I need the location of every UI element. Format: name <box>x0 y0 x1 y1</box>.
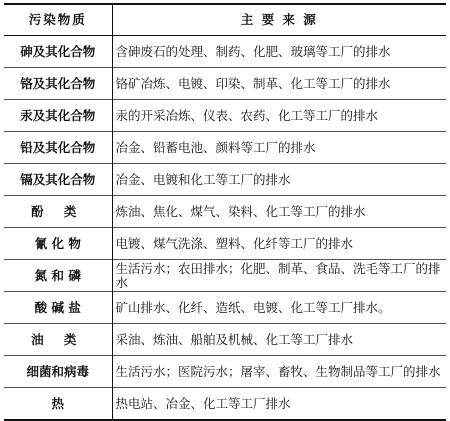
header-row <box>4 4 446 36</box>
pollutant-cell: 酚 类 <box>4 196 112 228</box>
source-cell: 生活污水；医院污水；屠宰、畜牧、生物制品等工厂的排水 <box>112 356 446 388</box>
table-row <box>4 100 446 132</box>
header-source: 主 要 来 源 <box>112 4 446 36</box>
pollutant-cell: 镉及其化合物 <box>4 164 112 196</box>
document-page <box>4 3 446 421</box>
table-row <box>4 132 446 164</box>
source-cell: 热电站、冶金、化工等工厂排水 <box>112 388 446 421</box>
header-pollutant: 污染物质 <box>4 4 112 36</box>
source-cell: 含砷废石的处理、制药、化肥、玻璃等工厂的排水 <box>115 43 391 59</box>
table-row <box>4 356 446 388</box>
table-row <box>4 388 446 421</box>
pollutant-cell: 热 <box>4 388 112 421</box>
pollutant-cell: 氰 化 物 <box>4 228 112 260</box>
source-cell: 电镀、煤气洗涤、塑料、化纤等工厂的排水 <box>112 228 446 260</box>
table-row <box>4 260 446 292</box>
table-row <box>4 324 446 356</box>
pollutant-cell: 铅及其化合物 <box>4 132 112 164</box>
table-row <box>4 292 446 324</box>
pollutant-cell: 油 类 <box>4 324 112 356</box>
table-row <box>4 196 446 228</box>
table-row <box>4 164 446 196</box>
source-cell: 铬矿冶炼、电镀、印染、制革、化工等工厂的排水 <box>112 68 446 100</box>
pollutant-cell: 铬及其化合物 <box>4 68 112 100</box>
source-cell: 矿山排水、化纤、造纸、电镀、化工等工厂排水。 <box>112 292 446 324</box>
source-cell: 汞的开采冶炼、仪表、农药、化工等工厂的排水 <box>112 100 446 132</box>
pollutant-cell: 汞及其化合物 <box>4 100 112 132</box>
source-cell: 冶金、铅蓄电池、颜料等工厂的排水 <box>112 132 446 164</box>
table-row <box>4 228 446 260</box>
pollutant-cell: 细菌和病毒 <box>4 356 112 388</box>
table-row <box>4 36 446 68</box>
table-row <box>4 68 446 100</box>
pollutant-cell: 氮 和 磷 <box>4 260 112 292</box>
source-cell: 炼油、焦化、煤气、染料、化工等工厂的排水 <box>112 196 446 228</box>
pollutant-cell: 酸 碱 盐 <box>4 292 112 324</box>
pollutant-cell: 砷及其化合物 <box>4 36 112 68</box>
source-cell: 冶金、电镀和化工等工厂的排水 <box>112 164 446 196</box>
source-cell: 生活污水；农田排水；化肥、制革、食品、洗毛等工厂的排水 <box>112 260 446 292</box>
source-cell: 采油、炼油、船舶及机械、化工等工厂排水 <box>112 324 446 356</box>
pollution-sources-table <box>4 3 446 421</box>
